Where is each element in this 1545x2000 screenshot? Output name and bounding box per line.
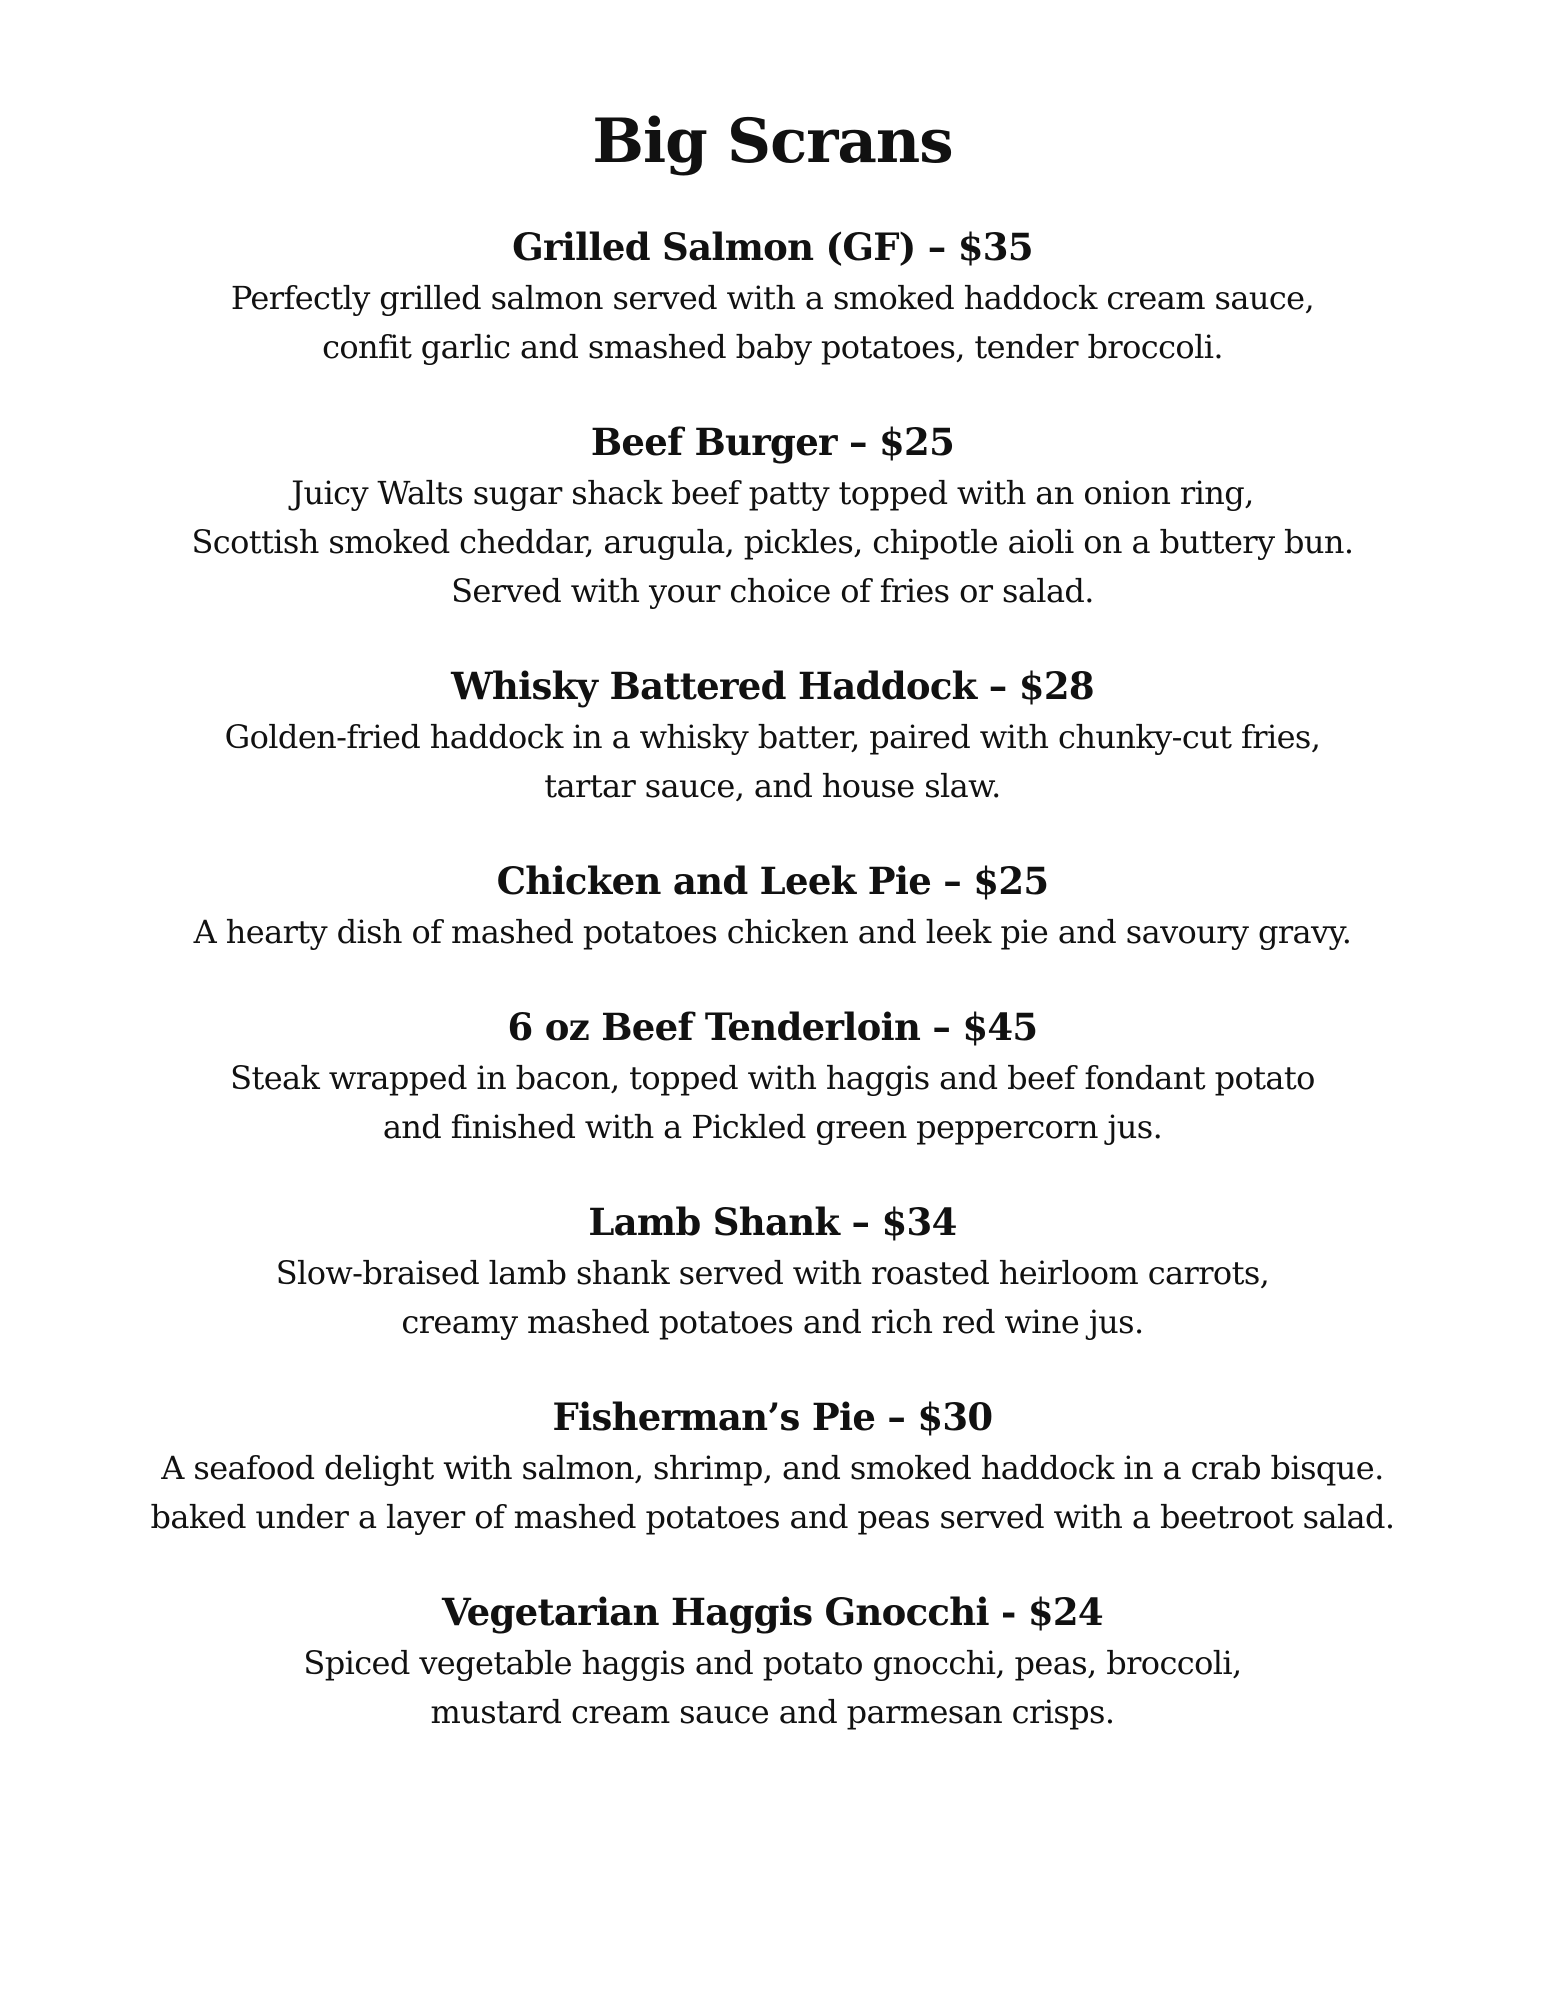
menu-item-name: Vegetarian Haggis Gnocchi - $24 — [442, 1590, 1103, 1634]
description-line: A hearty dish of mashed potatoes chicken and leek pie and savoury gravy. — [193, 913, 1352, 951]
menu-item-chicken-leek-pie — [0, 854, 1545, 957]
description-line: Steak wrapped in bacon, topped with haggis and beef fondant potato — [230, 1059, 1315, 1097]
menu-item-name: 6 oz Beef Tenderloin – $45 — [507, 1005, 1038, 1049]
menu-item-name: Beef Burger – $25 — [590, 420, 955, 464]
menu-item-description — [0, 1054, 1545, 1152]
description-line: confit garlic and smashed baby potatoes, tender broccoli. — [322, 328, 1223, 366]
menu-item-description — [0, 1249, 1545, 1347]
description-line: A seafood delight with salmon, shrimp, and smoked haddock in a crab bisque. — [161, 1449, 1384, 1487]
menu-item-beef-tenderloin — [0, 1000, 1545, 1152]
menu-list — [0, 220, 1545, 1737]
description-line: Spiced vegetable haggis and potato gnocchi, peas, broccoli, — [303, 1644, 1242, 1682]
menu-item-vegetarian-haggis-gnocchi — [0, 1585, 1545, 1737]
menu-item-description — [0, 274, 1545, 372]
description-line: Perfectly grilled salmon served with a smoked haddock cream sauce, — [230, 279, 1315, 317]
menu-item-description — [0, 1444, 1545, 1542]
description-line: Juicy Walts sugar shack beef patty topped with an onion ring, — [291, 474, 1254, 512]
description-line: Golden-fried haddock in a whisky batter, paired with chunky-cut fries, — [224, 718, 1321, 756]
menu-item-description — [0, 1639, 1545, 1737]
menu-item-description — [0, 713, 1545, 811]
menu-item-description — [0, 469, 1545, 616]
menu-item-fishermans-pie — [0, 1390, 1545, 1542]
menu-item-name: Grilled Salmon (GF) – $35 — [512, 225, 1033, 269]
description-line: Slow-braised lamb shank served with roasted heirloom carrots, — [275, 1254, 1270, 1292]
menu-item-lamb-shank — [0, 1195, 1545, 1347]
menu-item-name: Fisherman’s Pie – $30 — [552, 1395, 993, 1439]
menu-item-name: Lamb Shank – $34 — [588, 1200, 957, 1244]
menu-item-grilled-salmon — [0, 220, 1545, 372]
description-line: and finished with a Pickled green peppercorn jus. — [382, 1108, 1163, 1146]
menu-item-name: Chicken and Leek Pie – $25 — [496, 859, 1049, 903]
description-line: mustard cream sauce and parmesan crisps. — [430, 1693, 1115, 1731]
description-line: Scottish smoked cheddar, arugula, pickles, chipotle aioli on a buttery bun. — [191, 523, 1354, 561]
description-line: baked under a layer of mashed potatoes and peas served with a beetroot salad. — [150, 1498, 1395, 1536]
menu-item-whisky-battered-haddock — [0, 659, 1545, 811]
description-line: Served with your choice of fries or salad. — [451, 572, 1094, 610]
menu-item-beef-burger — [0, 415, 1545, 616]
description-line: tartar sauce, and house slaw. — [544, 767, 1001, 805]
menu-item-name: Whisky Battered Haddock – $28 — [451, 664, 1094, 708]
menu-title: Big Scrans — [592, 106, 953, 177]
description-line: creamy mashed potatoes and rich red wine jus. — [401, 1303, 1144, 1341]
menu-item-description — [0, 908, 1545, 957]
